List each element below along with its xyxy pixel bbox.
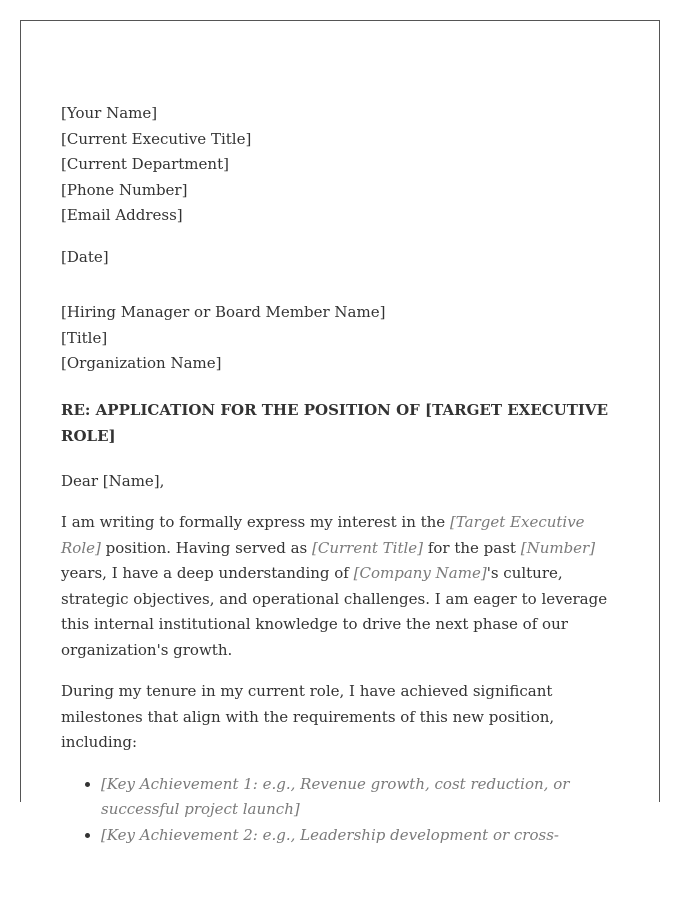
recipient-name: [Hiring Manager or Board Member Name] xyxy=(61,303,386,321)
sender-block xyxy=(61,101,621,229)
placeholder-number: [Number] xyxy=(520,538,596,557)
date-block xyxy=(61,245,621,271)
sender-email: [Email Address] xyxy=(61,206,183,224)
placeholder-company-name: [Company Name] xyxy=(353,564,487,582)
achievement-2: [Key Achievement 2: e.g., Leadership development or cross- xyxy=(101,825,559,844)
intro-text-2: position. Having served as xyxy=(100,538,313,557)
sender-department: [Current Department] xyxy=(61,155,229,173)
subject-line: RE: APPLICATION FOR THE POSITION OF [TARGET EXECUTIVE ROLE] xyxy=(61,400,609,445)
sender-title: [Current Executive Title] xyxy=(61,129,252,148)
recipient-title: [Title] xyxy=(61,328,108,347)
achievements-list xyxy=(61,772,621,849)
list-item xyxy=(101,823,621,849)
intro-text-5: 's culture, strategic objectives, and operational challenges. I am eager to leverage this internal institutional knowledge to drive the next phase of our organization's growth. xyxy=(61,564,608,659)
intro-text-4: years, I have a deep understanding of xyxy=(61,564,354,582)
salutation: Dear [Name], xyxy=(61,471,165,490)
sender-name: [Your Name] xyxy=(61,104,158,122)
achievement-1: [Key Achievement 1: e.g., Revenue growth, cost reduction, or successful project launch] xyxy=(101,774,570,818)
intro-text-1: I am writing to formally express my interest in the xyxy=(61,513,450,531)
intro-text-3: for the past xyxy=(423,538,521,557)
recipient-organization: [Organization Name] xyxy=(61,354,222,372)
sender-phone: [Phone Number] xyxy=(61,180,188,199)
intro-paragraph xyxy=(61,510,621,663)
list-item xyxy=(101,772,621,823)
tenure-paragraph: During my tenure in my current role, I have achieved significant milestones that align with the requirements of this new position, including: xyxy=(61,682,555,751)
document-page xyxy=(20,20,660,844)
letter-body xyxy=(61,101,621,848)
placeholder-target-role: [Target Executive Role] xyxy=(61,513,585,557)
recipient-block xyxy=(61,300,621,377)
letter-date: [Date] xyxy=(61,247,109,266)
placeholder-current-title: [Current Title] xyxy=(312,538,424,557)
